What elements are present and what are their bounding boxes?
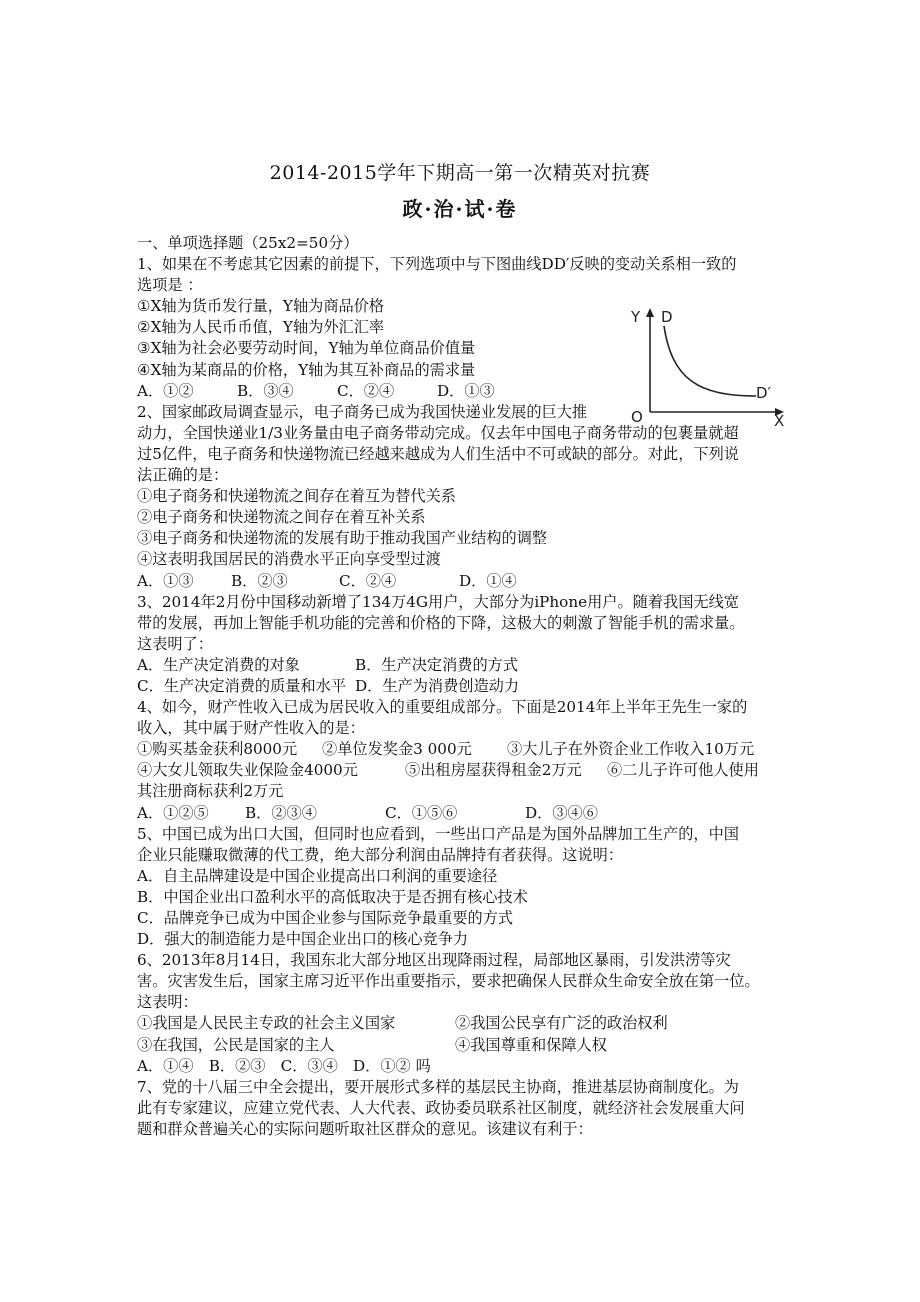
start-label: D <box>661 308 673 326</box>
q4-item-6: ⑥二儿子许可他人使用 <box>607 761 759 780</box>
q4-option-d[interactable]: D．③④⑥ <box>525 803 598 822</box>
q4-item-5: ⑤出租房屋获得租金2万元 <box>405 761 582 780</box>
q4-items-row-1 <box>137 739 792 760</box>
q2-stem-4: 法正确的是： <box>137 466 229 485</box>
q4-stem-2: 收入，其中属于财产性收入的是： <box>137 719 365 738</box>
q2-option-c[interactable]: C．②④ <box>339 571 397 590</box>
q1-options <box>137 381 792 402</box>
q3-option-b[interactable]: B．生产决定消费的方式 <box>355 655 519 674</box>
q4-option-c[interactable]: C．①⑤⑥ <box>385 803 458 822</box>
q2-stem-1: 2、国家邮政局调查显示，电子商务已成为我国快递业发展的巨大推 <box>137 402 588 421</box>
q7-stem-2: 此有专家建议，应建立党代表、人大代表、政协委员联系社区制度，就经济社会发展重大问 <box>137 1098 745 1117</box>
q6-items-row-2 <box>137 1035 792 1056</box>
q2-option-a[interactable]: A．①③ <box>137 571 194 590</box>
q3-options-row-1 <box>137 655 792 676</box>
q1-option-a[interactable]: A．①② <box>137 381 194 400</box>
q2-stem-2: 动力，全国快递业1/3业务量由电子商务带动完成。仅去年中国电子商务带动的包裹量就超 <box>137 423 739 442</box>
q3-stem-3: 这表明了： <box>137 634 213 653</box>
q4-option-b[interactable]: B．②③④ <box>245 803 317 822</box>
q1-stem-2: 选项是 ： <box>137 276 203 295</box>
exam-title: 2014-2015学年下期高一第一次精英对抗赛 <box>269 162 651 184</box>
q4-item-1: ①购买基金获利8000元 <box>137 740 298 759</box>
q1-item-1: ①X轴为货币发行量，Y轴为商品价格 <box>137 297 385 316</box>
q4-item-4: ④大女儿领取失业保险金4000元 <box>137 761 358 780</box>
q1-item-2: ②X轴为人民币币值，Y轴为外汇汇率 <box>137 318 385 337</box>
q6-item-4: ④我国尊重和保障人权 <box>455 1035 607 1054</box>
q5-option-b[interactable]: B．中国企业出口盈利水平的高低取决于是否拥有核心技术 <box>137 887 528 906</box>
q6-stem-3: 这表明： <box>137 993 198 1012</box>
q2-item-1: ①电子商务和快递物流之间存在着互为替代关系 <box>137 487 456 506</box>
q1-item-4: ④X轴为某商品的价格，Y轴为其互补商品的需求量 <box>137 360 476 379</box>
q6-stem-1: 6、2013年8月14日，我国东北大部分地区出现降雨过程，局部地区暴雨，引发洪涝等灾 <box>137 951 731 970</box>
q2-options <box>137 571 792 592</box>
q2-option-b[interactable]: B．②③ <box>231 571 288 590</box>
q6-item-1: ①我国是人民民主专政的社会主义国家 <box>137 1014 396 1033</box>
q5-option-d[interactable]: D．强大的制造能力是中国企业出口的核心竞争力 <box>137 930 469 949</box>
end-label: D′ <box>756 384 771 402</box>
q5-stem-2: 企业只能赚取微薄的代工费，绝大部分利润由品牌持有者获得。这说明： <box>137 845 623 864</box>
q6-options[interactable]: A．①④ B．②③ C．③④ D．①② 吗 <box>137 1056 431 1075</box>
q3-options-row-2 <box>137 676 792 697</box>
q6-stem-2: 害。灾害发生后，国家主席习近平作出重要指示，要求把确保人民群众生命安全放在第一位。 <box>137 972 760 991</box>
q4-options <box>137 803 792 824</box>
q2-option-d[interactable]: D．①④ <box>459 571 517 590</box>
q4-item-3: ③大儿子在外资企业工作收入10万元 <box>507 740 755 759</box>
origin-label: O <box>631 408 643 426</box>
q6-item-2: ②我国公民享有广泛的政治权利 <box>455 1014 668 1033</box>
q4-items-row-2 <box>137 760 792 781</box>
q2-stem-3: 过5亿件，电子商务和快递物流已经越来越成为人们生活中不可或缺的部分。对此，下列说 <box>137 444 739 463</box>
q1-option-d[interactable]: D．①③ <box>437 381 495 400</box>
q4-item-2: ②单位发奖金3 000元 <box>322 740 472 759</box>
q3-option-a[interactable]: A．生产决定消费的对象 <box>137 655 300 674</box>
q4-stem-1: 4、如今，财产性收入已成为居民收入的重要组成部分。下面是2014年上半年王先生一家的 <box>137 698 748 717</box>
q4-option-a[interactable]: A．①②⑤ <box>137 803 209 822</box>
q3-option-c[interactable]: C．生产决定消费的质量和水平 <box>137 676 347 695</box>
q6-items-row-1 <box>137 1013 792 1034</box>
q2-item-4: ④这表明我国居民的消费水平正向享受型过渡 <box>137 550 441 569</box>
q5-option-c[interactable]: C．品牌竞争已成为中国企业参与国际竞争最重要的方式 <box>137 909 514 927</box>
q6-item-3: ③在我国，公民是国家的主人 <box>137 1035 335 1054</box>
q5-option-a[interactable]: A．自主品牌建设是中国企业提高出口利润的重要途径 <box>137 866 498 885</box>
q3-option-d[interactable]: D．生产为消费创造动力 <box>355 676 520 695</box>
q7-stem-3: 题和群众普遍关心的实际问题听取社区群众的意见。该建议有利于： <box>137 1119 593 1138</box>
q3-stem-2: 带的发展，再加上智能手机功能的完善和价格的下降，这极大的刺激了智能手机的需求量。 <box>137 613 745 632</box>
q2-item-2: ②电子商务和快递物流之间存在着互补关系 <box>137 508 426 527</box>
q1-option-b[interactable]: B．③④ <box>237 381 294 400</box>
question-body <box>137 233 792 1140</box>
q4-items-row-3: 其注册商标获利2万元 <box>137 782 284 801</box>
section-heading: 一、单项选择题（25x2=50分） <box>137 234 359 252</box>
q3-stem-1: 3、2014年2月份中国移动新增了134万4G用户，大部分为iPhone用户。随着我国无线宽 <box>137 592 739 611</box>
q1-option-c[interactable]: C．②④ <box>337 381 395 400</box>
q5-stem-1: 5、中国已成为出口大国，但同时也应看到，一些出口产品是为国外品牌加工生产的，中国 <box>137 824 739 843</box>
q7-stem-1: 7、党的十八届三中全会提出，要开展形式多样的基层民主协商，推进基层协商制度化。为 <box>137 1077 739 1096</box>
y-label: Y <box>631 308 641 326</box>
q2-item-3: ③电子商务和快递物流的发展有助于推动我国产业结构的调整 <box>137 529 548 548</box>
x-label: X <box>774 412 785 426</box>
exam-subtitle: 政·治·试·卷 <box>402 197 518 221</box>
q1-stem-1: 1、如果在不考虑其它因素的前提下，下列选项中与下图曲线DD′反映的变动关系相一致的 <box>137 255 737 274</box>
q1-item-3: ③X轴为社会必要劳动时间，Y轴为单位商品价值量 <box>137 339 476 358</box>
